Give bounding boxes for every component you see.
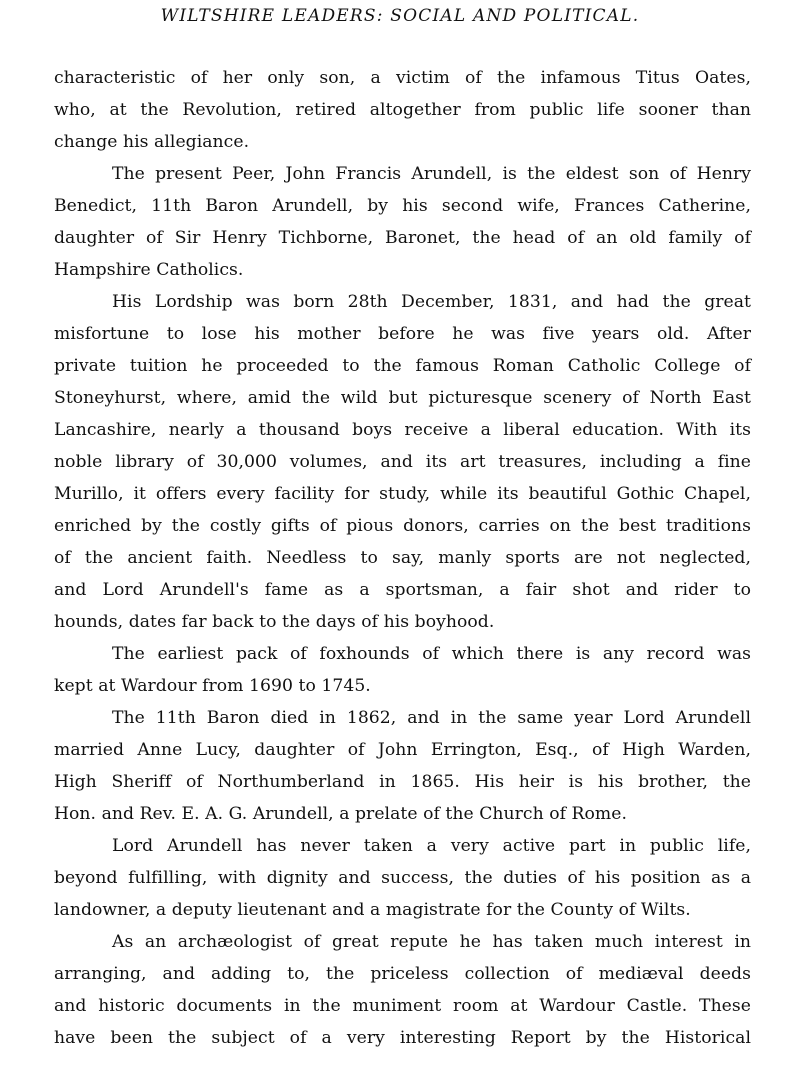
text-line: misfortune to lose his mother before he was five years old. After xyxy=(54,324,751,344)
text-line: As an archæologist of great repute he has taken much interest in xyxy=(112,932,751,952)
text-line: Lord Arundell has never taken a very active part in public life, xyxy=(112,836,751,856)
text-line: who, at the Revolution, retired altogether from public life sooner than xyxy=(54,100,751,120)
paragraph xyxy=(54,830,751,926)
text-line: noble library of 30,000 volumes, and its art treasures, including a fine xyxy=(54,452,751,472)
text-line: private tuition he proceeded to the famous Roman Catholic College of xyxy=(54,356,751,376)
text-line: The earliest pack of foxhounds of which there is any record was xyxy=(112,644,751,664)
text-line: of the ancient faith. Needless to say, manly sports are not neglected, xyxy=(54,548,751,568)
page-body xyxy=(54,62,751,1054)
paragraph xyxy=(54,638,751,702)
text-line: and Lord Arundell's fame as a sportsman, a fair shot and rider to xyxy=(54,580,751,600)
paragraph xyxy=(54,286,751,638)
paragraph xyxy=(54,62,751,158)
text-line: The present Peer, John Francis Arundell, is the eldest son of Henry xyxy=(112,164,751,184)
text-line: beyond fulfilling, with dignity and success, the duties of his position as a xyxy=(54,868,751,888)
text-line: The 11th Baron died in 1862, and in the same year Lord Arundell xyxy=(112,708,751,728)
text-line: His Lordship was born 28th December, 1831, and had the great xyxy=(112,292,751,312)
text-line: Benedict, 11th Baron Arundell, by his second wife, Frances Catherine, xyxy=(54,196,751,216)
text-line: Murillo, it offers every facility for study, while its beautiful Gothic Chapel, xyxy=(54,484,751,504)
paragraph xyxy=(54,926,751,1054)
text-line: hounds, dates far back to the days of his boyhood. xyxy=(54,612,495,632)
text-line: Stoneyhurst, where, amid the wild but picturesque scenery of North East xyxy=(54,388,751,408)
text-line: have been the subject of a very interesting Report by the Historical xyxy=(54,1028,751,1048)
text-line: characteristic of her only son, a victim of the infamous Titus Oates, xyxy=(54,68,751,88)
text-line: Hampshire Catholics. xyxy=(54,260,244,280)
paragraph xyxy=(54,702,751,830)
text-line: married Anne Lucy, daughter of John Errington, Esq., of High Warden, xyxy=(54,740,751,760)
text-line: Lancashire, nearly a thousand boys receive a liberal education. With its xyxy=(54,420,751,440)
text-line: Hon. and Rev. E. A. G. Arundell, a prelate of the Church of Rome. xyxy=(54,804,628,824)
text-line: enriched by the costly gifts of pious donors, carries on the best traditions xyxy=(54,516,751,536)
running-head: WILTSHIRE LEADERS: SOCIAL AND POLITICAL. xyxy=(160,6,640,26)
text-line: High Sheriff of Northumberland in 1865. His heir is his brother, the xyxy=(54,772,751,792)
text-line: change his allegiance. xyxy=(54,132,250,152)
text-line: landowner, a deputy lieutenant and a magistrate for the County of Wilts. xyxy=(54,900,691,920)
text-line: and historic documents in the muniment room at Wardour Castle. These xyxy=(54,996,751,1016)
text-line: kept at Wardour from 1690 to 1745. xyxy=(54,676,371,696)
text-line: daughter of Sir Henry Tichborne, Baronet, the head of an old family of xyxy=(54,228,751,248)
text-line: arranging, and adding to, the priceless collection of mediæval deeds xyxy=(54,964,751,984)
paragraph xyxy=(54,158,751,286)
